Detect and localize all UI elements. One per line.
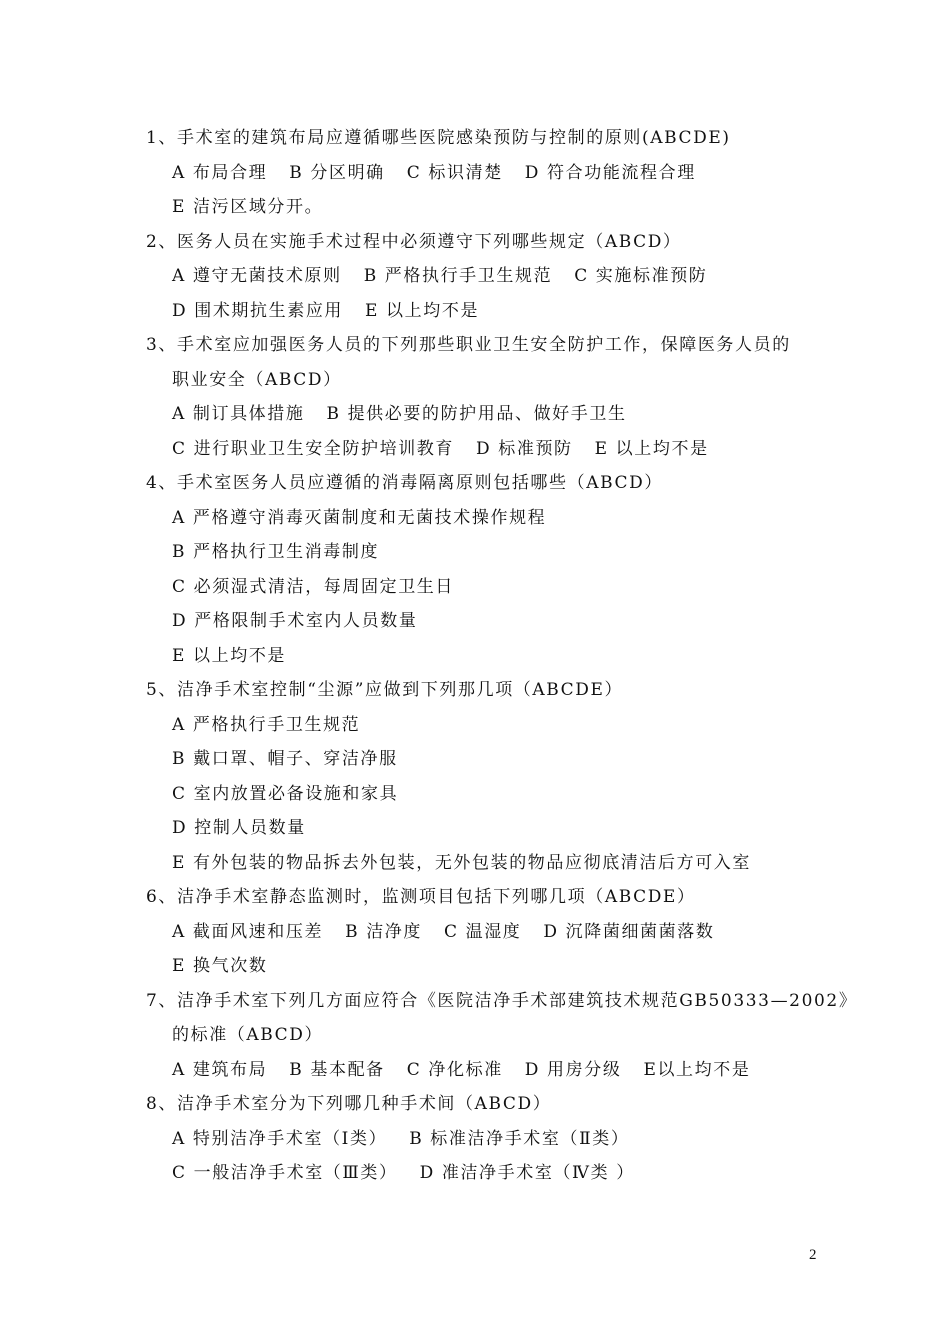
answer-option: A 制订具体措施	[172, 404, 305, 424]
question-text: 2、医务人员在实施手术过程中必须遵守下列哪些规定（ABCD）	[146, 231, 682, 252]
question-item	[146, 984, 858, 1088]
question-text: 4、手术室医务人员应遵循的消毒隔离原则包括哪些（ABCD）	[146, 473, 663, 493]
answer-option: B 严格执行卫生消毒制度	[172, 542, 380, 562]
option-row	[146, 190, 846, 225]
question-item	[146, 121, 846, 225]
option-row	[146, 639, 846, 674]
answer-option: E 以上均不是	[172, 645, 287, 666]
question-item	[146, 673, 846, 880]
answer-option: C 温湿度	[444, 921, 522, 942]
question-item	[146, 1087, 846, 1191]
question-text: 7、洁净手术室下列几方面应符合《医院洁净手术部建筑技术规范GB50333—2002》	[146, 990, 858, 1011]
option-row	[146, 777, 846, 812]
question-text-continued: 的标准（ABCD）	[172, 1025, 324, 1045]
answer-option: E以上均不是	[643, 1059, 751, 1080]
answer-option: B 洁净度	[345, 921, 422, 942]
option-row	[146, 708, 846, 743]
option-row	[146, 294, 846, 329]
answer-option: D 符合功能流程合理	[524, 162, 696, 183]
option-row	[146, 432, 846, 467]
answer-option: D 严格限制手术室内人员数量	[172, 611, 418, 631]
question-text: 6、洁净手术室静态监测时，监测项目包括下列哪几项（ABCDE）	[146, 887, 696, 907]
answer-option: A 特别洁净手术室（Ⅰ类）	[172, 1128, 388, 1149]
answer-option: D 控制人员数量	[172, 818, 306, 838]
answer-option: E 有外包装的物品拆去外包装，无外包装的物品应彻底清洁后方可入室	[172, 852, 752, 873]
answer-option: B 标准洁净手术室（Ⅱ类）	[409, 1128, 630, 1149]
question-text: 1、手术室的建筑布局应遵循哪些医院感染预防与控制的原则(ABCDE)	[146, 128, 731, 148]
answer-option: E 以上均不是	[594, 438, 709, 459]
answer-option: B 戴口罩、帽子、穿洁净服	[172, 749, 398, 769]
question-text: 8、洁净手术室分为下列哪几种手术间（ABCD）	[146, 1094, 552, 1114]
answer-option: C 室内放置必备设施和家具	[172, 783, 399, 804]
answer-option: B 提供必要的防护用品、做好手卫生	[326, 404, 627, 424]
question-item	[146, 880, 846, 984]
answer-option: E 换气次数	[172, 956, 268, 976]
answer-option: C 实施标准预防	[574, 266, 708, 286]
answer-option: A 布局合理	[172, 162, 268, 183]
answer-option: A 截面风速和压差	[172, 921, 324, 942]
option-row	[146, 156, 846, 191]
answer-option: E 洁污区域分开。	[172, 197, 324, 217]
answer-option: C 必须湿式清洁，每周固定卫生日	[172, 576, 455, 597]
answer-option: D 沉降菌细菌菌落数	[543, 921, 715, 942]
question-item	[146, 225, 846, 329]
option-row	[146, 949, 846, 984]
answer-option: B 分区明确	[289, 162, 385, 183]
question-text: 5、洁净手术室控制“尘源”应做到下列那几项（ABCDE）	[146, 680, 624, 700]
question-item	[146, 466, 846, 673]
answer-option: C 标识清楚	[406, 162, 503, 183]
option-row	[146, 1156, 846, 1191]
answer-option: D 标准预防	[476, 438, 573, 459]
answer-option: B 严格执行手卫生规范	[363, 266, 553, 286]
answer-option: A 遵守无菌技术原则	[172, 266, 342, 286]
option-row	[146, 811, 846, 846]
answer-option: C 一般洁净手术室（Ⅲ类）	[172, 1163, 398, 1183]
answer-option: E 以上均不是	[365, 300, 480, 321]
answer-option: D 围术期抗生素应用	[172, 300, 344, 321]
answer-option: B 基本配备	[289, 1059, 385, 1080]
option-row	[146, 742, 846, 777]
option-row	[146, 535, 846, 570]
question-list	[146, 121, 858, 1191]
option-row	[146, 604, 846, 639]
answer-option: A 严格执行手卫生规范	[172, 714, 361, 735]
option-row	[146, 570, 846, 605]
answer-option: A 建筑布局	[172, 1059, 268, 1080]
question-text: 3、手术室应加强医务人员的下列那些职业卫生安全防护工作，保障医务人员的	[146, 335, 791, 355]
answer-option: D 准洁净手术室（Ⅳ类 ）	[419, 1163, 635, 1183]
option-row	[146, 397, 846, 432]
answer-option: C 净化标准	[406, 1059, 503, 1080]
option-row	[146, 915, 846, 950]
option-row	[146, 1122, 846, 1157]
page-number: 2	[809, 1247, 817, 1263]
option-row	[146, 846, 846, 881]
option-row	[146, 259, 846, 294]
answer-option: C 进行职业卫生安全防护培训教育	[172, 438, 455, 459]
answer-option: D 用房分级	[524, 1059, 622, 1080]
answer-option: A 严格遵守消毒灭菌制度和无菌技术操作规程	[172, 507, 547, 528]
question-text-continued: 职业安全（ABCD）	[172, 369, 342, 390]
question-item	[146, 328, 846, 466]
option-row	[146, 1053, 846, 1088]
option-row	[146, 501, 846, 536]
